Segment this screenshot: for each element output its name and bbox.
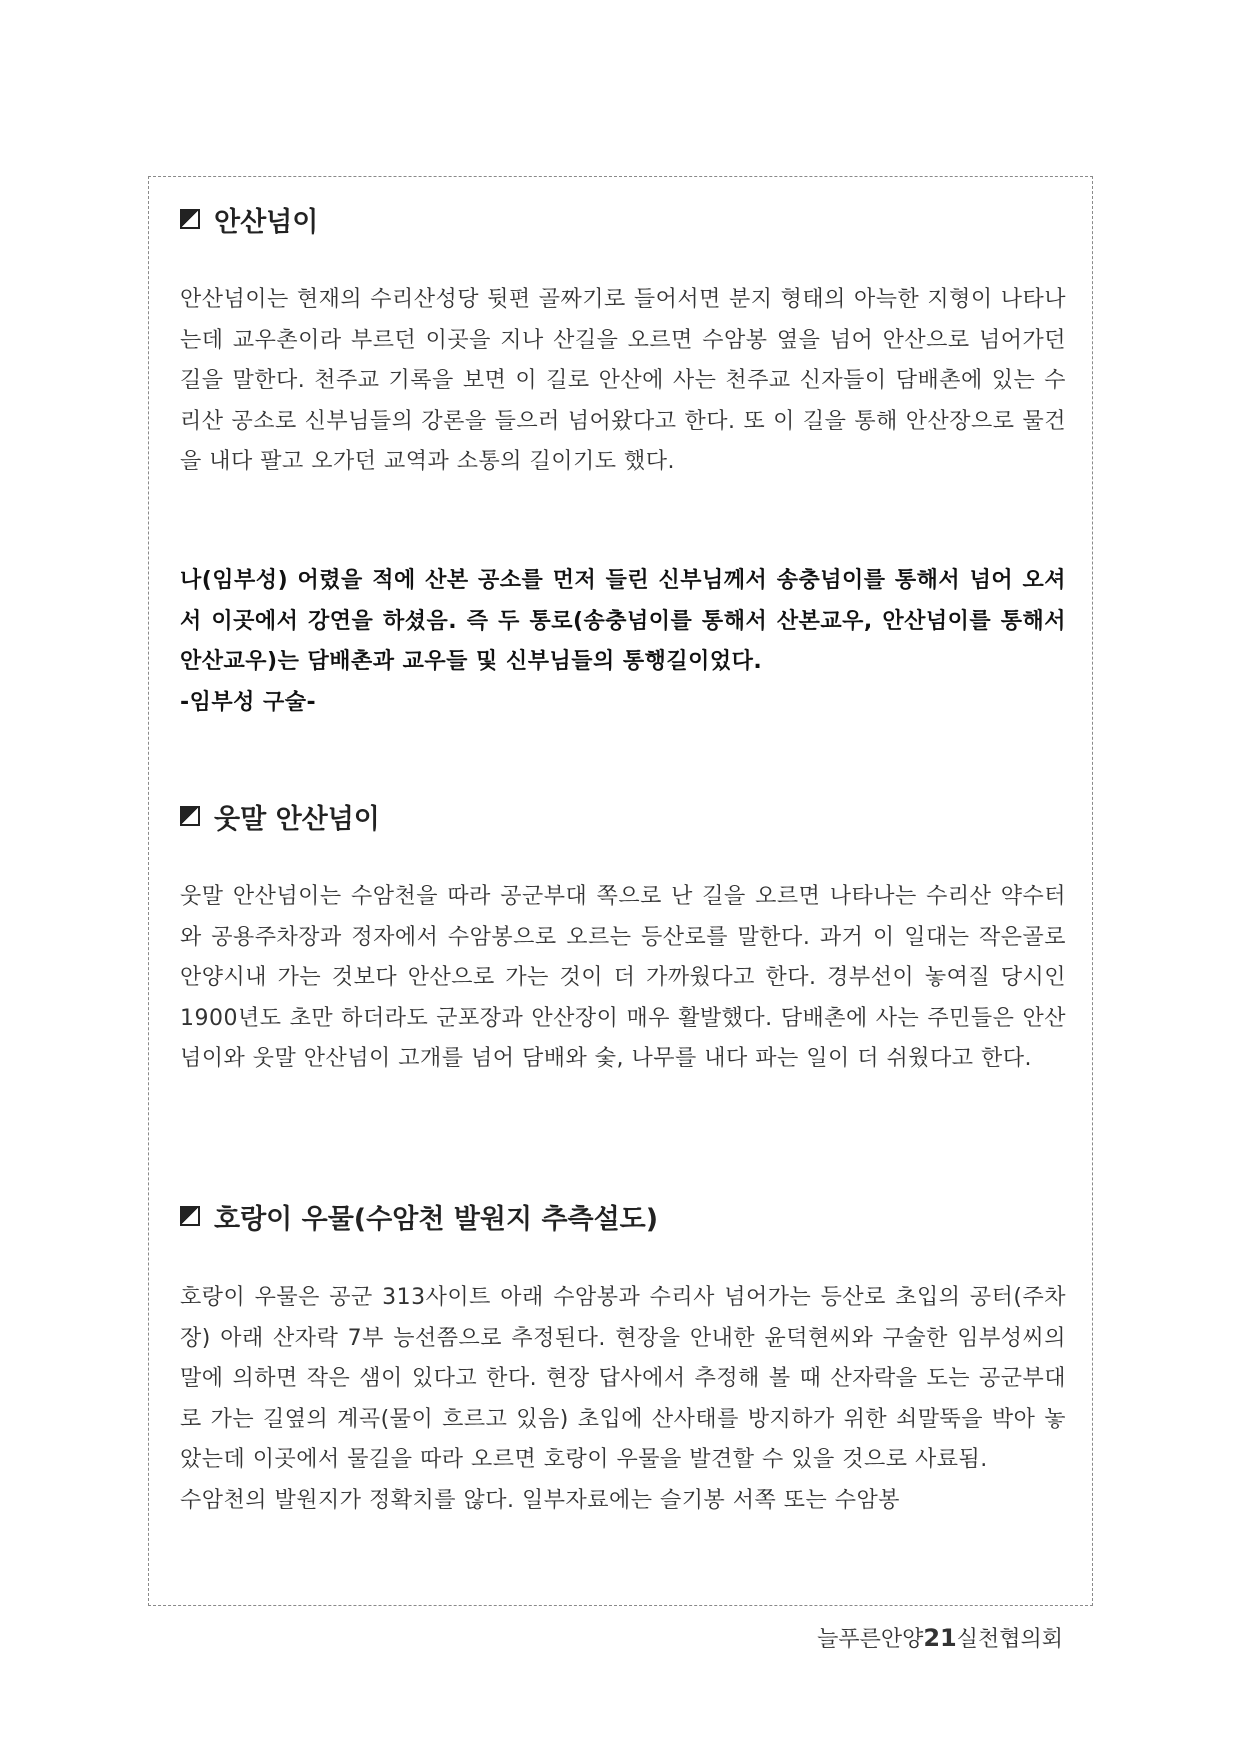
quote-text: 나(임부성) 어렸을 적에 산본 공소를 먼저 들린 신부님께서 송충넘이를 통해서 넘어 오셔서 이곳에서 강연을 하셨음. 즉 두 통로(송충넘이를 통해서 산본교우, 안산넘이를 통해서 안산교우)는 담배촌과 교우들 및 신부님들의 통행길이었다. bbox=[180, 568, 1066, 674]
section-paragraph bbox=[180, 1278, 1066, 1521]
section-heading-text: 호랑이 우물(수암천 발원지 추측설도) bbox=[214, 1203, 659, 1235]
section-paragraph: 안산넘이는 현재의 수리산성당 뒷편 골짜기로 들어서면 분지 형태의 아늑한 지형이 나타나는데 교우촌이라 부르던 이곳을 지나 산길을 오르면 수암봉 옆을 넘어 안산으로 넘어가던 길을 말한다. 천주교 기록을 보면 이 길로 안산에 사는 천주교 신자들이 담배촌에 있는 수리산 공소로 신부님들의 강론을 들으러 넘어왔다고 한다. 또 이 길을 통해 안산장으로 물건을 내다 팔고 오가던 교역과 소통의 길이기도 했다. bbox=[180, 287, 1066, 474]
section-marker-icon bbox=[180, 209, 200, 229]
section-paragraph-continued: 수암천의 발원지가 정확치를 않다. 일부자료에는 슬기봉 서쪽 또는 수암봉 bbox=[180, 1487, 901, 1513]
oral-testimony-quote bbox=[180, 561, 1066, 723]
section-heading-text: 웃말 안산넘이 bbox=[214, 803, 380, 835]
section-heading-utmal-ansan-neomi bbox=[180, 796, 380, 836]
footer-prefix: 늘푸른안양 bbox=[817, 1627, 924, 1652]
section-heading-ansan-neomi bbox=[180, 199, 318, 239]
section-marker-icon bbox=[180, 1206, 200, 1226]
footer-suffix: 실천협의회 bbox=[956, 1627, 1063, 1652]
section-heading-text: 안산넘이 bbox=[214, 206, 319, 238]
section-paragraph: 웃말 안산넘이는 수암천을 따라 공군부대 쪽으로 난 길을 오르면 나타나는 수리산 약수터와 공용주차장과 정자에서 수암봉으로 오르는 등산로를 말한다. 과거 이 일대는 작은골로 안양시내 가는 것보다 안산으로 가는 것이 더 가까웠다고 한다. 경부선이 놓여질 당시인 1900년도 초만 하더라도 군포장과 안산장이 매우 활발했다. 담배촌에 사는 주민들은 안산넘이와 웃말 안산넘이 고개를 넘어 담배와 숯, 나무를 내다 파는 일이 더 쉬웠다고 한다. bbox=[180, 884, 1066, 1071]
section-paragraph-text: 호랑이 우물은 공군 313사이트 아래 수암봉과 수리사 넘어가는 등산로 초입의 공터(주차장) 아래 산자락 7부 능선쯤으로 추정된다. 현장을 안내한 윤덕현씨와 구술한 임부성씨의 말에 의하면 작은 샘이 있다고 한다. 현장 답사에서 추정해 볼 때 산자락을 도는 공군부대로 가는 길옆의 계곡(물이 흐르고 있음) 초입에 산사태를 방지하가 위한 쇠말뚝을 박아 놓았는데 이곳에서 물길을 따라 오르면 호랑이 우물을 발견할 수 있을 것으로 사료됨. bbox=[180, 1285, 1066, 1472]
footer-number: 21 bbox=[923, 1624, 957, 1652]
page-footer bbox=[817, 1622, 1063, 1653]
quote-source: -임부성 구술- bbox=[180, 689, 317, 715]
section-marker-icon bbox=[180, 806, 200, 826]
section-heading-horangi-umul bbox=[180, 1196, 658, 1236]
